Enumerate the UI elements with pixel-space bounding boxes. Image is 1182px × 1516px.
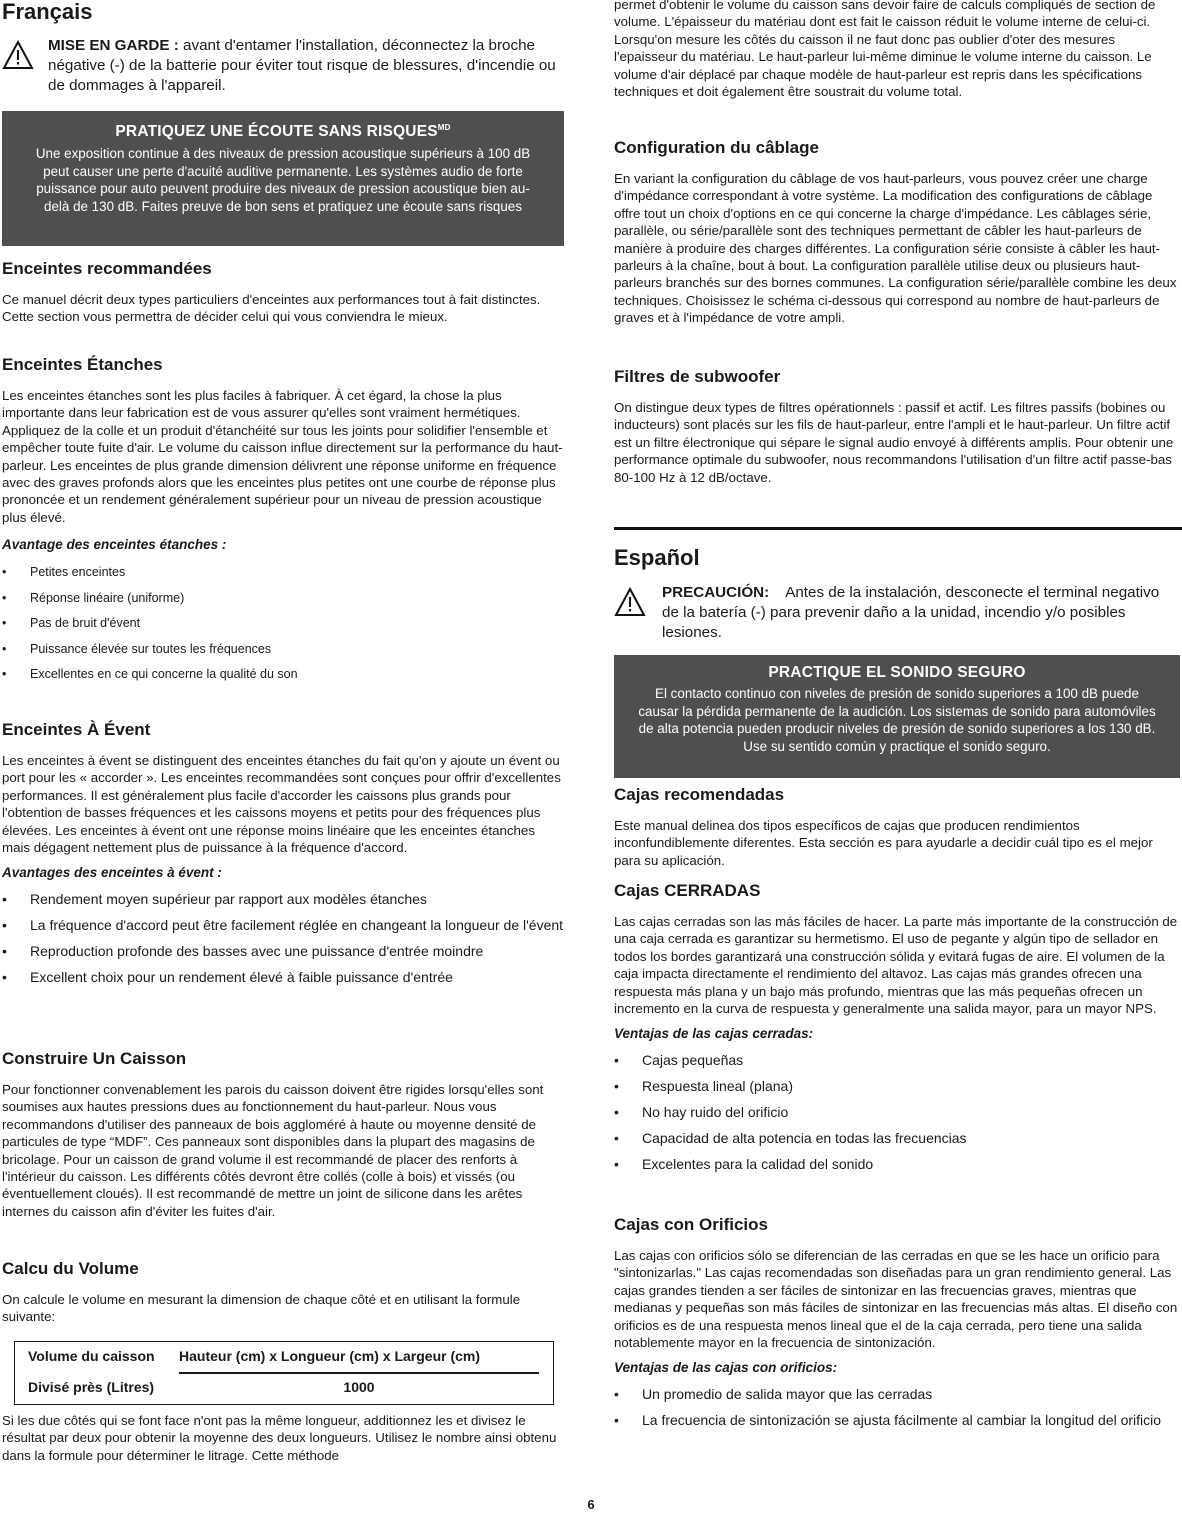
section-heading: Enceintes À Évent xyxy=(2,720,151,739)
section-heading: Cajas recomendadas xyxy=(614,785,785,804)
list-item: • Reproduction profonde des basses avec une puissance d'entrée moindre xyxy=(2,942,564,960)
banner-title: PRATIQUEZ UNE ÉCOUTE SANS $RISQUES^{MD}$ xyxy=(115,123,451,141)
warning-triangle-icon xyxy=(614,583,650,622)
section-body: Las cajas cerradas son las más fáciles de hacer. La parte más importante de la construcción de una caja cerrada es garantizar su hermetismo. El uso de pegante y algún tipo de sellador en todos los bordes garantizará una construcción sólida y evitará fugas de aire. El volumen de la caja impacta directamente el rendimiento del altavoz. Las cajas más grandes ofrecen una respuesta más plana y un bajo más profundo, mientras que las más pequeñas ofrecen un incremento en la curva de respuesta y generalmente una salida mayor, para un mayor NPS. xyxy=(614,914,1178,1017)
formula-numerator: Hauteur (cm) x Longueur (cm) x Largeur (cm) xyxy=(179,1348,481,1364)
advantages-list xyxy=(2,564,564,682)
section-heading: Configuration du câblage xyxy=(614,138,819,157)
section-body: On distingue deux types de filtres opérationnels : passif et actif. Les filtres passifs (bobines ou inducteurs) sont placés sur les fils de haut-parleur, entre l'ampli et le haut-parleur. Un filtre actif est un filtre électronique qui sépare le signal audio envoyé à différents amplis. Pour obtenir une performance optimale du subwoofer, nous recommandons l'utilisation d'un filtre actif passe-bas 80-100 Hz à 12 dB/octave. xyxy=(614,400,1174,485)
formula-label-1: Volume du caisson xyxy=(28,1348,155,1364)
section-volume-continued-2 xyxy=(614,0,1180,100)
list-item: • Capacidad de alta potencia en todas las frecuencias xyxy=(614,1129,1180,1147)
formula-label-2: Divisé près (Litres) xyxy=(28,1379,155,1395)
section-body: Ce manuel décrit deux types particuliers d'enceintes aux performances tout à fait distinctes. Cette section vous permettra de décider celui qui vous conviendra le mieux. xyxy=(2,292,541,325)
advantages-list xyxy=(614,1051,1180,1173)
list-item: • La fréquence d'accord peut être facilement réglée en changeant la longueur de l'évent xyxy=(2,916,564,934)
section-heading: Construire Un Caisson xyxy=(2,1049,187,1068)
warning-body: avant d'entamer l'installation, déconnectez la broche négative (-) de la batterie pour éviter tout risque de blessures, d'incendie ou de dommages à l'appareil. xyxy=(48,37,556,94)
safety-banner xyxy=(614,655,1180,778)
section-heading: Cajas CERRADAS xyxy=(614,881,761,900)
advantages-list xyxy=(614,1385,1180,1429)
warning-label: MISE EN GARDE : xyxy=(48,37,179,54)
section-volume xyxy=(2,1259,564,1326)
section-heading: Cajas con Orificios xyxy=(614,1215,768,1234)
section-etanches xyxy=(2,355,564,692)
list-item: • Excelentes para la calidad del sonido xyxy=(614,1155,1180,1173)
list-item: • Cajas pequeñas xyxy=(614,1051,1180,1069)
list-item: • Respuesta lineal (plana) xyxy=(614,1077,1180,1095)
section-heading: Calcu du Volume xyxy=(2,1259,139,1278)
espanol-warning xyxy=(614,583,1174,643)
section-divider xyxy=(614,527,1182,530)
section-recomendadas xyxy=(614,785,1180,869)
list-item: • Réponse linéaire (uniforme) xyxy=(2,590,564,606)
warning-label: PRECAUCIÓN: xyxy=(662,584,770,601)
section-body: Les enceintes à évent se distinguent des enceintes étanches du fait qu'on y ajoute un évent ou port pour les « accorder ». Les enceintes recommandées sont conçues pour offrir d'excellentes performances. Il est généralement plus facile d'accorder les caissons plus grands pour l'obtention de basses fréquences et les caissons moyens et petits pour des fréquences plus élevées. Les enceintes à évent ont une réponse moins linéaire que les enceintes étanches mais dégagent nettement plus de puissance à la fréquence d'accord. xyxy=(2,753,561,856)
espanol-title: Español xyxy=(614,545,700,570)
warning-body: Antes de la instalación, desconecte el terminal negativo de la batería (-) para prevenir daño a la unidad, incendio y/o posibles lesiones. xyxy=(662,584,1160,641)
advantages-subheading: Ventajas de las cajas con orificios: xyxy=(614,1360,838,1376)
section-orificios xyxy=(614,1215,1180,1437)
section-filtres xyxy=(614,367,1180,486)
list-item: • Rendement moyen supérieur par rapport aux modèles étanches xyxy=(2,890,564,908)
fraction-bar xyxy=(179,1372,539,1374)
list-item: • Un promedio de salida mayor que las cerradas xyxy=(614,1385,1180,1403)
list-item: • La frecuencia de sintonización se ajusta fácilmente al cambiar la longitud del orificio xyxy=(614,1411,1180,1429)
section-body: Les enceintes étanches sont les plus faciles à fabriquer. À cet égard, la chose la plus importante dans leur fabrication est de vous assurer qu'elles sont vraiment hermétiques. Appliquez de la colle et un produit d'étanchéité sur tous les joints pour solidifier l'ensemble et empêcher toute fuite d'air. Le volume du caisson influe directement sur la performance du haut-parleur. Les enceintes de plus grande dimension délivrent une réponse uniforme en fréquence avec des graves profonds alors que les enceintes plus petites ont une courbe de réponse plus prononcée et un rendement généralement supérieur pour un niveau de pression acoustique plus élevé. xyxy=(2,388,563,525)
page-number: 6 xyxy=(587,1497,595,1512)
list-item: • Puissance élevée sur toutes les fréquences xyxy=(2,641,564,657)
section-heading: Filtres de subwoofer xyxy=(614,367,781,386)
section-body: Las cajas con orificios sólo se diferencian de las cerradas en que se les hace un orificio para "sintonizarlas." Las cajas recomendadas son diseñadas para un gran rendimiento general. Las cajas grandes tienden a ser fáciles de sintonizar en las frecuencias graves, mientras que medianas y pequeñas son más fáciles de sintonizar en las frecuencias más altas. El diseño con orificios es de una respuesta menos lineal que el de la caja cerrada, pero tiene una salida notablemente mayor en la frecuencia de sintonización. xyxy=(614,1248,1178,1351)
safety-banner xyxy=(2,111,564,246)
section-heading: Enceintes recommandées xyxy=(2,259,212,278)
section-cablage xyxy=(614,138,1180,327)
warning-text xyxy=(650,583,1174,643)
section-volume-continued xyxy=(2,1412,564,1464)
list-item: • Petites enceintes xyxy=(2,564,564,580)
advantages-list xyxy=(2,890,564,986)
section-recommandees xyxy=(2,259,564,326)
section-cerradas xyxy=(614,881,1180,1181)
formula-denominator: 1000 xyxy=(343,1379,375,1395)
banner-body: El contacto continuo con niveles de presión de sonido superiores a 100 dB puede causar la pérdida permanente de la audición. Los sistemas de sonido para automóviles de alta potencia pueden producir niveles de presión de sonido superiores a los 130 dB. Use su sentido común y practique el sonido seguro. xyxy=(638,686,1156,754)
section-heading: Enceintes Étanches xyxy=(2,355,163,374)
section-body: En variant la configuration du câblage de vos haut-parleurs, vous pouvez créer une charge d'impédance correspondant à votre système. La modification des configurations de câblage offre tout un choix d'options en ce qui concerne la charge d'impédance. Les câblages série, parallèle, ou série/parallèle sont des techniques permettant de câbler les haut-parleurs de manière à produire des charges différentes. La configuration série consiste à câbler les haut-parleurs à la chaîne, bout à bout. La configuration parallèle utilise deux ou plusieurs haut-parleurs branchés sur des bornes communes. La configuration série/parallèle combine les deux techniques. Choisissez le schéma ci-dessous qui correspond au nombre de haut-parleurs de graves et à l'impédance de votre ampli. xyxy=(614,171,1177,326)
section-body: Si les due côtés qui se font face n'ont pas la même longueur, additionnez les et divisez le résultat par deux pour obtenir la moyenne des deux longueurs. Utilisez le nombre ainsi obtenu dans la formule pour déterminer le litrage. Cette méthode xyxy=(2,1413,557,1463)
warning-triangle-icon xyxy=(2,36,38,75)
francais-warning xyxy=(2,36,558,96)
section-body: permet d'obtenir le volume du caisson sans devoir faire de calculs compliqués de section de volume. L'épaisseur du matériau dont est fait le caisson réduit le volume interne de celui-ci. Lorsqu'on mesure les côtés du caisson il ne faut donc pas oublier d'oter des mesures l'epaisseur du matériau. Le haut-parleur lui-même diminue le volume interne du caisson. Le volume d'air déplacé par chaque modèle de haut-parleur est repris dans les spécifications techniques et doit également être soustrait du volume total. xyxy=(614,0,1156,100)
advantages-subheading: Ventajas de las cajas cerradas: xyxy=(614,1026,814,1042)
list-item: • Excellentes en ce qui concerne la qualité du son xyxy=(2,666,564,682)
list-item: • Excellent choix pour un rendement élevé à faible puissance d'entrée xyxy=(2,968,564,986)
volume-formula xyxy=(14,1341,554,1405)
section-body: Este manual delinea dos tipos específicos de cajas que producen rendimientos inconfundiblemente diferentes. Esta sección es para ayudarle a decidir cuál tipo es el mejor para su aplicación. xyxy=(614,818,1153,868)
warning-text xyxy=(38,36,558,96)
list-item: • Pas de bruit d'évent xyxy=(2,615,564,631)
section-body: On calcule le volume en mesurant la dimension de chaque côté et en utilisant la formule suivante: xyxy=(2,1292,521,1325)
banner-body: Une exposition continue à des niveaux de pression acoustique supérieurs à 100 dB peut causer une perte d'acuité auditive permanente. Les systèmes audio de forte puissance pour auto peuvent produire des niveaux de pression acoustique bien au-delà de 130 dB. Faites preuve de bon sens et pratiquez une écoute sans risques xyxy=(35,146,531,214)
banner-title: PRACTIQUE EL SONIDO SEGURO xyxy=(768,664,1026,681)
francais-title: Français xyxy=(2,0,93,24)
section-body: Pour fonctionner convenablement les parois du caisson doivent être rigides lorsqu'elles sont soumises aux hautes pressions dues au fonctionnement du haut-parleur. Nous vous recommandons d'utiliser des panneaux de bois aggloméré à haute ou moyenne densité de particules de type “MDF”. Ces panneaux sont disponibles dans la plupart des magasins de bricolage. Pour un caisson de grand volume il est recommandé de placer des renforts à l'intérieur du caisson. Les différents côtés devront être collés (colle à bois) et vissés (ou éventuellement cloués). Il est recommandé de mettre un joint de silicone dans les arêtes internes du caisson afin d'éviter les fuites d'air. xyxy=(2,1082,544,1219)
advantages-subheading: Avantages des enceintes à évent : xyxy=(2,865,222,881)
list-item: • No hay ruido del orificio xyxy=(614,1103,1180,1121)
section-event xyxy=(2,720,564,994)
advantages-subheading: Avantage des enceintes étanches : xyxy=(2,537,227,553)
section-caisson xyxy=(2,1049,564,1220)
